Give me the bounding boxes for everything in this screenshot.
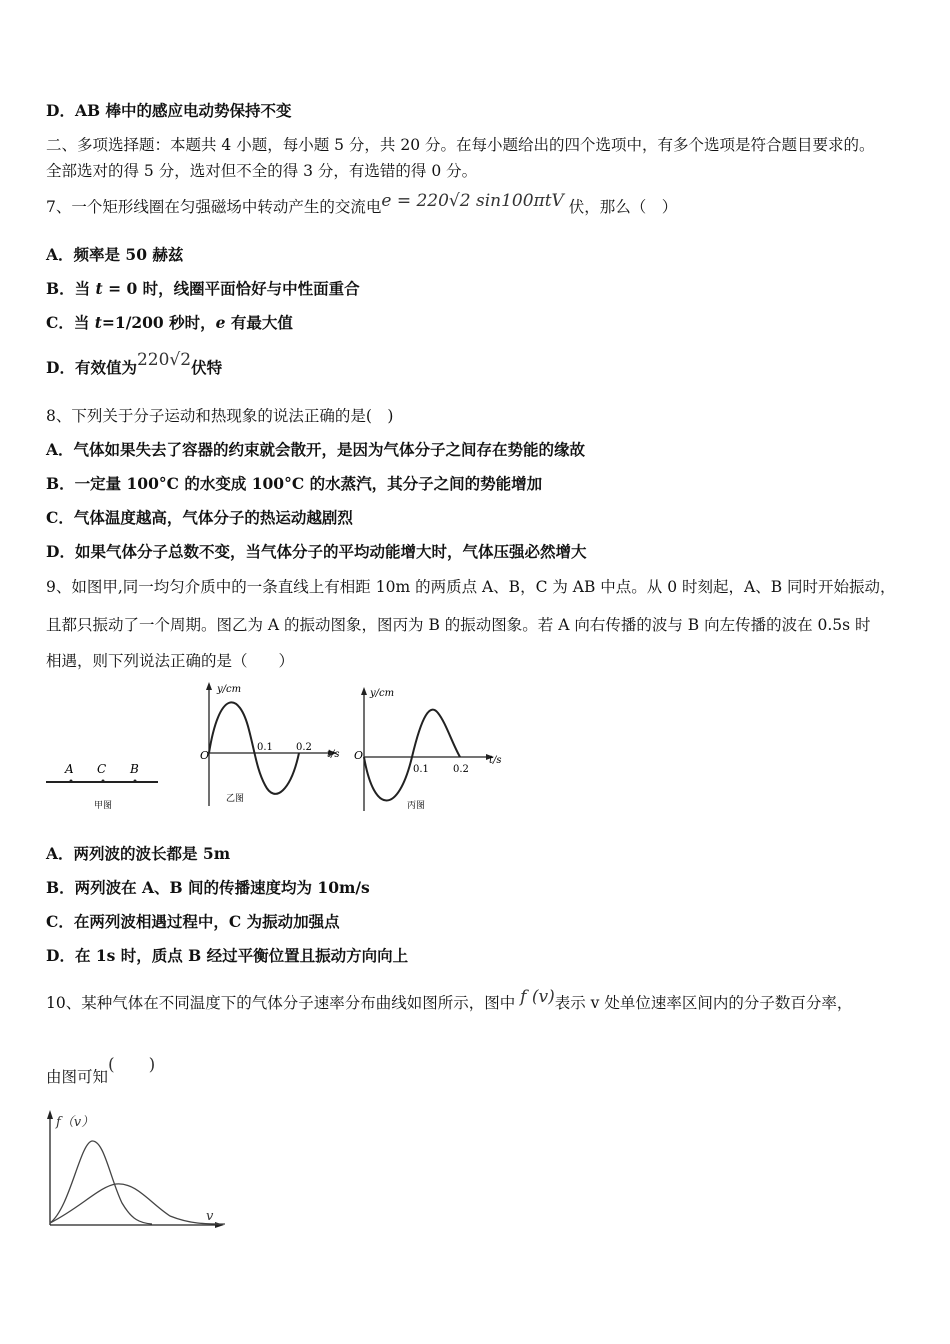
q7-optb-var: t xyxy=(95,279,103,298)
q7-option-b xyxy=(46,278,360,300)
q8-option-d: D．如果气体分子总数不变，当气体分子的平均动能增大时，气体压强必然增大 xyxy=(46,542,587,561)
q10-xlabel: v xyxy=(206,1209,214,1224)
q8-option-c: C．气体温度越高，气体分子的热运动越剧烈 xyxy=(46,508,353,527)
yi-tick-02: 0.2 xyxy=(296,742,312,753)
q7-option-d xyxy=(46,350,223,379)
q10-line2 xyxy=(46,1055,156,1088)
yi-wave-curve xyxy=(209,702,299,794)
q10-line2-text: 由图可知 xyxy=(46,1068,109,1086)
q10-curve-high-temp xyxy=(50,1184,225,1224)
jia-caption: 甲图 xyxy=(94,801,113,811)
q7-optc-post: 有最大值 xyxy=(225,313,293,332)
q7-optb-post: = 0 时，线圈平面恰好与中性面重合 xyxy=(102,279,360,298)
q7-stem-pre: 7、一个矩形线圈在匀强磁场中转动产生的交流电 xyxy=(46,198,382,216)
q10-stem-post: 表示 v 处单位速率区间内的分子数百分率， xyxy=(554,994,853,1012)
q8-option-b: B．一定量 100°C 的水变成 100°C 的水蒸汽，其分子之间的势能增加 xyxy=(46,474,543,493)
q7-stem-post: 伏，那么（ ） xyxy=(568,198,678,216)
q10-blank: ( ) xyxy=(108,1055,156,1075)
q9-stem-line3: 相遇，则下列说法正确的是（ ） xyxy=(46,652,295,670)
jia-label-a: A xyxy=(65,762,74,776)
bing-y-arrow xyxy=(361,687,367,695)
q7-optd-pre: D．有效值为 xyxy=(46,358,137,377)
q7-option-a: A．频率是 50 赫兹 xyxy=(46,245,184,264)
bing-ylabel: y/cm xyxy=(370,688,395,699)
yi-tick-01: 0.1 xyxy=(257,742,273,753)
q7-stem xyxy=(46,191,678,218)
q7-formula: e = 220√2 sin100πtV xyxy=(381,191,564,211)
q9-option-a: A．两列波的波长都是 5m xyxy=(46,844,231,863)
q10-stem-pre: 10、某种气体在不同温度下的气体分子速率分布曲线如图所示，图中 xyxy=(46,994,516,1012)
q9-stem-line2: 且都只振动了一个周期。图乙为 A 的振动图象，图丙为 B 的振动图象。若 A 向右传播的波与 B 向左传播的波在 0.5s 时 xyxy=(46,616,871,634)
q10-formula: f (v) xyxy=(520,987,555,1007)
q6-option-d: D．AB 棒中的感应电动势保持不变 xyxy=(46,101,292,120)
bing-caption: 丙图 xyxy=(407,801,426,811)
yi-y-arrow xyxy=(206,682,212,690)
q7-optc-var: t xyxy=(94,313,102,332)
section2-line2: 全部选对的得 5 分，选对但不全的得 3 分，有选错的得 0 分。 xyxy=(46,162,478,180)
yi-origin: O xyxy=(200,749,210,762)
q10-y-arrow xyxy=(47,1110,53,1119)
q9-figure-bing xyxy=(350,685,510,815)
jia-point-a xyxy=(70,780,73,783)
q10-figure xyxy=(40,1108,230,1233)
jia-label-c: C xyxy=(97,762,107,776)
q7-optd-formula: 220√2 xyxy=(136,350,192,370)
jia-point-b xyxy=(134,780,137,783)
q10-curve-low-temp xyxy=(50,1141,152,1224)
q7-optc-mid: =1/200 秒时， xyxy=(101,313,216,332)
yi-caption: 乙图 xyxy=(226,794,245,804)
q9-figure-jia xyxy=(40,755,170,815)
q10-stem xyxy=(46,987,853,1014)
q10-ylabel: f（v） xyxy=(56,1115,95,1130)
q9-option-c: C．在两列波相遇过程中，C 为振动加强点 xyxy=(46,912,340,931)
q7-optb-pre: B．当 xyxy=(46,279,91,298)
yi-xlabel: t/s xyxy=(327,749,340,760)
bing-wave-curve xyxy=(364,710,460,801)
q7-optc-var2: e xyxy=(215,313,226,332)
section2-line1: 二、多项选择题：本题共 4 小题，每小题 5 分，共 20 分。在每小题给出的四个选项中，有多个选项是符合题目要求的。 xyxy=(46,136,875,154)
q9-option-b: B．两列波在 A、B 间的传播速度均为 10m/s xyxy=(46,878,370,897)
jia-label-b: B xyxy=(130,762,139,776)
bing-origin: O xyxy=(354,749,364,762)
q7-optd-post: 伏特 xyxy=(191,358,223,377)
yi-ylabel: y/cm xyxy=(217,684,242,695)
q9-stem-line1: 9、如图甲,同一均匀介质中的一条直线上有相距 10m 的两质点 A、B，C 为 AB 中点。从 0 时刻起，A、B 同时开始振动， xyxy=(46,578,896,596)
q10-x-arrow xyxy=(215,1222,224,1228)
bing-tick-01: 0.1 xyxy=(413,764,429,775)
bing-xlabel: t/s xyxy=(489,755,502,766)
bing-tick-02: 0.2 xyxy=(453,764,469,775)
q7-optc-pre: C．当 xyxy=(46,313,90,332)
q7-option-c xyxy=(46,312,293,334)
jia-point-c xyxy=(102,780,105,783)
q9-figure-yi xyxy=(195,680,350,810)
q8-stem: 8、下列关于分子运动和热现象的说法正确的是( ) xyxy=(46,407,394,425)
q8-option-a: A．气体如果失去了容器的约束就会散开，是因为气体分子之间存在势能的缘故 xyxy=(46,440,586,459)
q9-option-d: D．在 1s 时，质点 B 经过平衡位置且振动方向向上 xyxy=(46,946,409,965)
